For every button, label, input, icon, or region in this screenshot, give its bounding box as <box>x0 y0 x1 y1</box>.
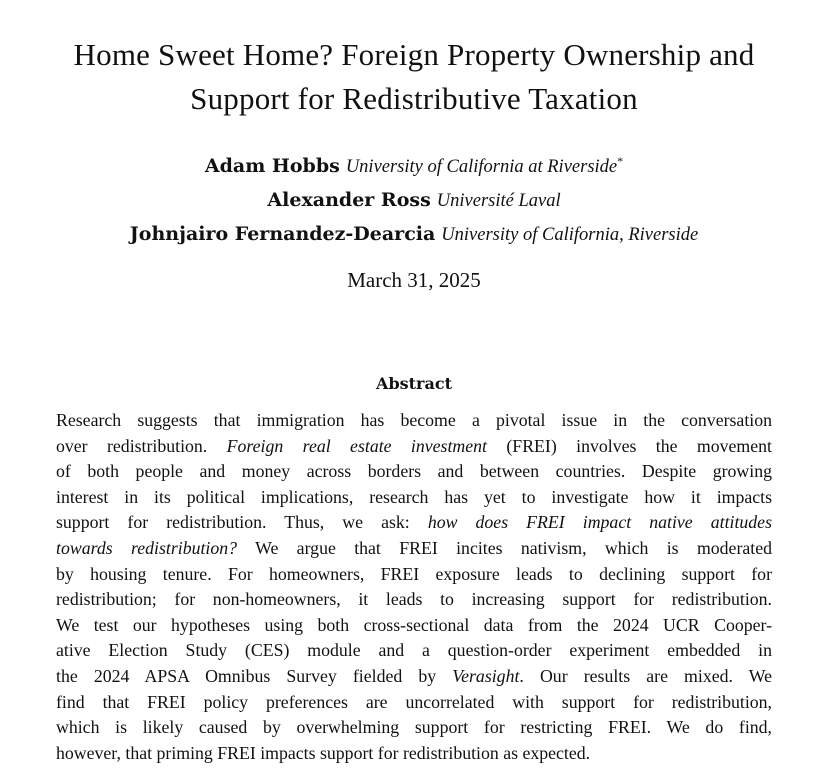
abstract-text: the 2024 APSA Omnibus Survey fielded by <box>56 665 453 686</box>
abstract-text: We test our hypotheses using both cross-sectional data from the 2024 UCR Cooper- <box>56 614 772 635</box>
abstract-italic-text: how does FREI impact native attitudes <box>427 512 772 533</box>
abstract-line <box>56 562 772 588</box>
abstract-line <box>56 510 772 536</box>
publication-date: March 31, 2025 <box>347 268 481 292</box>
abstract-line <box>56 536 772 562</box>
author-name: Alexander Ross <box>267 189 431 211</box>
abstract-line <box>56 638 772 664</box>
abstract-line <box>56 485 772 511</box>
abstract-body <box>56 408 772 766</box>
abstract-line <box>56 690 772 716</box>
abstract-text: We argue that FREI incites nativism, which is moderated <box>237 537 772 558</box>
abstract-line <box>56 715 772 741</box>
author-affiliation-text: University of California at Riverside <box>345 157 618 177</box>
abstract-italic-text: Foreign real estate investment <box>226 435 487 456</box>
abstract-text: . Our results are mixed. We <box>519 665 772 686</box>
author-entry <box>0 220 828 254</box>
abstract-text: of both people and money across borders and between countries. Despite growing <box>56 461 772 482</box>
abstract-text: redistribution; for non-homeowners, it leads to increasing support for redistribution. <box>56 589 772 610</box>
author-entry <box>0 186 828 220</box>
abstract-italic-text: Verasight <box>452 665 520 686</box>
author-affiliation-text: University of California, Riverside <box>441 225 699 245</box>
abstract-text: find that FREI policy preferences are uncorrelated with support for redistribution, <box>56 691 772 712</box>
abstract-text: however, that priming FREI impacts support for redistribution as expected. <box>56 742 591 763</box>
abstract-text: support for redistribution. Thus, we ask: <box>56 512 428 533</box>
author-affiliation <box>441 225 698 245</box>
author-entry <box>0 152 828 186</box>
author-list <box>0 152 828 254</box>
abstract-heading: Abstract <box>376 374 452 393</box>
abstract-text: by housing tenure. For homeowners, FREI exposure leads to declining support for <box>56 563 772 584</box>
abstract-text: Research suggests that immigration has become a pivotal issue in the conversation <box>56 410 772 430</box>
author-affiliation <box>437 191 561 211</box>
abstract-line <box>56 459 772 485</box>
paper-title-line-2: Support for Redistributive Taxation <box>190 81 638 116</box>
abstract-line <box>56 434 772 460</box>
abstract-text: ative Election Study (CES) module and a question-order experiment embedded in <box>56 640 772 661</box>
abstract-line <box>56 587 772 613</box>
abstract-line <box>56 408 772 434</box>
abstract-text: interest in its political implications, research has yet to investigate how it impacts <box>56 486 772 507</box>
author-name: Adam Hobbs <box>204 155 340 177</box>
abstract-line <box>56 741 772 767</box>
author-affiliation-text: Université Laval <box>436 191 561 211</box>
author-name: Johnjairo Fernandez-Dearcia <box>129 223 436 245</box>
abstract-line <box>56 613 772 639</box>
paper-title-line-1: Home Sweet Home? Foreign Property Ownership and <box>73 37 755 72</box>
author-affiliation <box>345 153 624 177</box>
abstract-text: over redistribution. <box>56 435 227 456</box>
abstract-line <box>56 664 772 690</box>
abstract-text: (FREI) involves the movement <box>486 435 772 456</box>
abstract-italic-text: towards redistribution? <box>56 537 238 558</box>
abstract-text: which is likely caused by overwhelming support for restricting FREI. We do find, <box>56 717 772 738</box>
footnote-mark[interactable]: * <box>617 153 624 168</box>
